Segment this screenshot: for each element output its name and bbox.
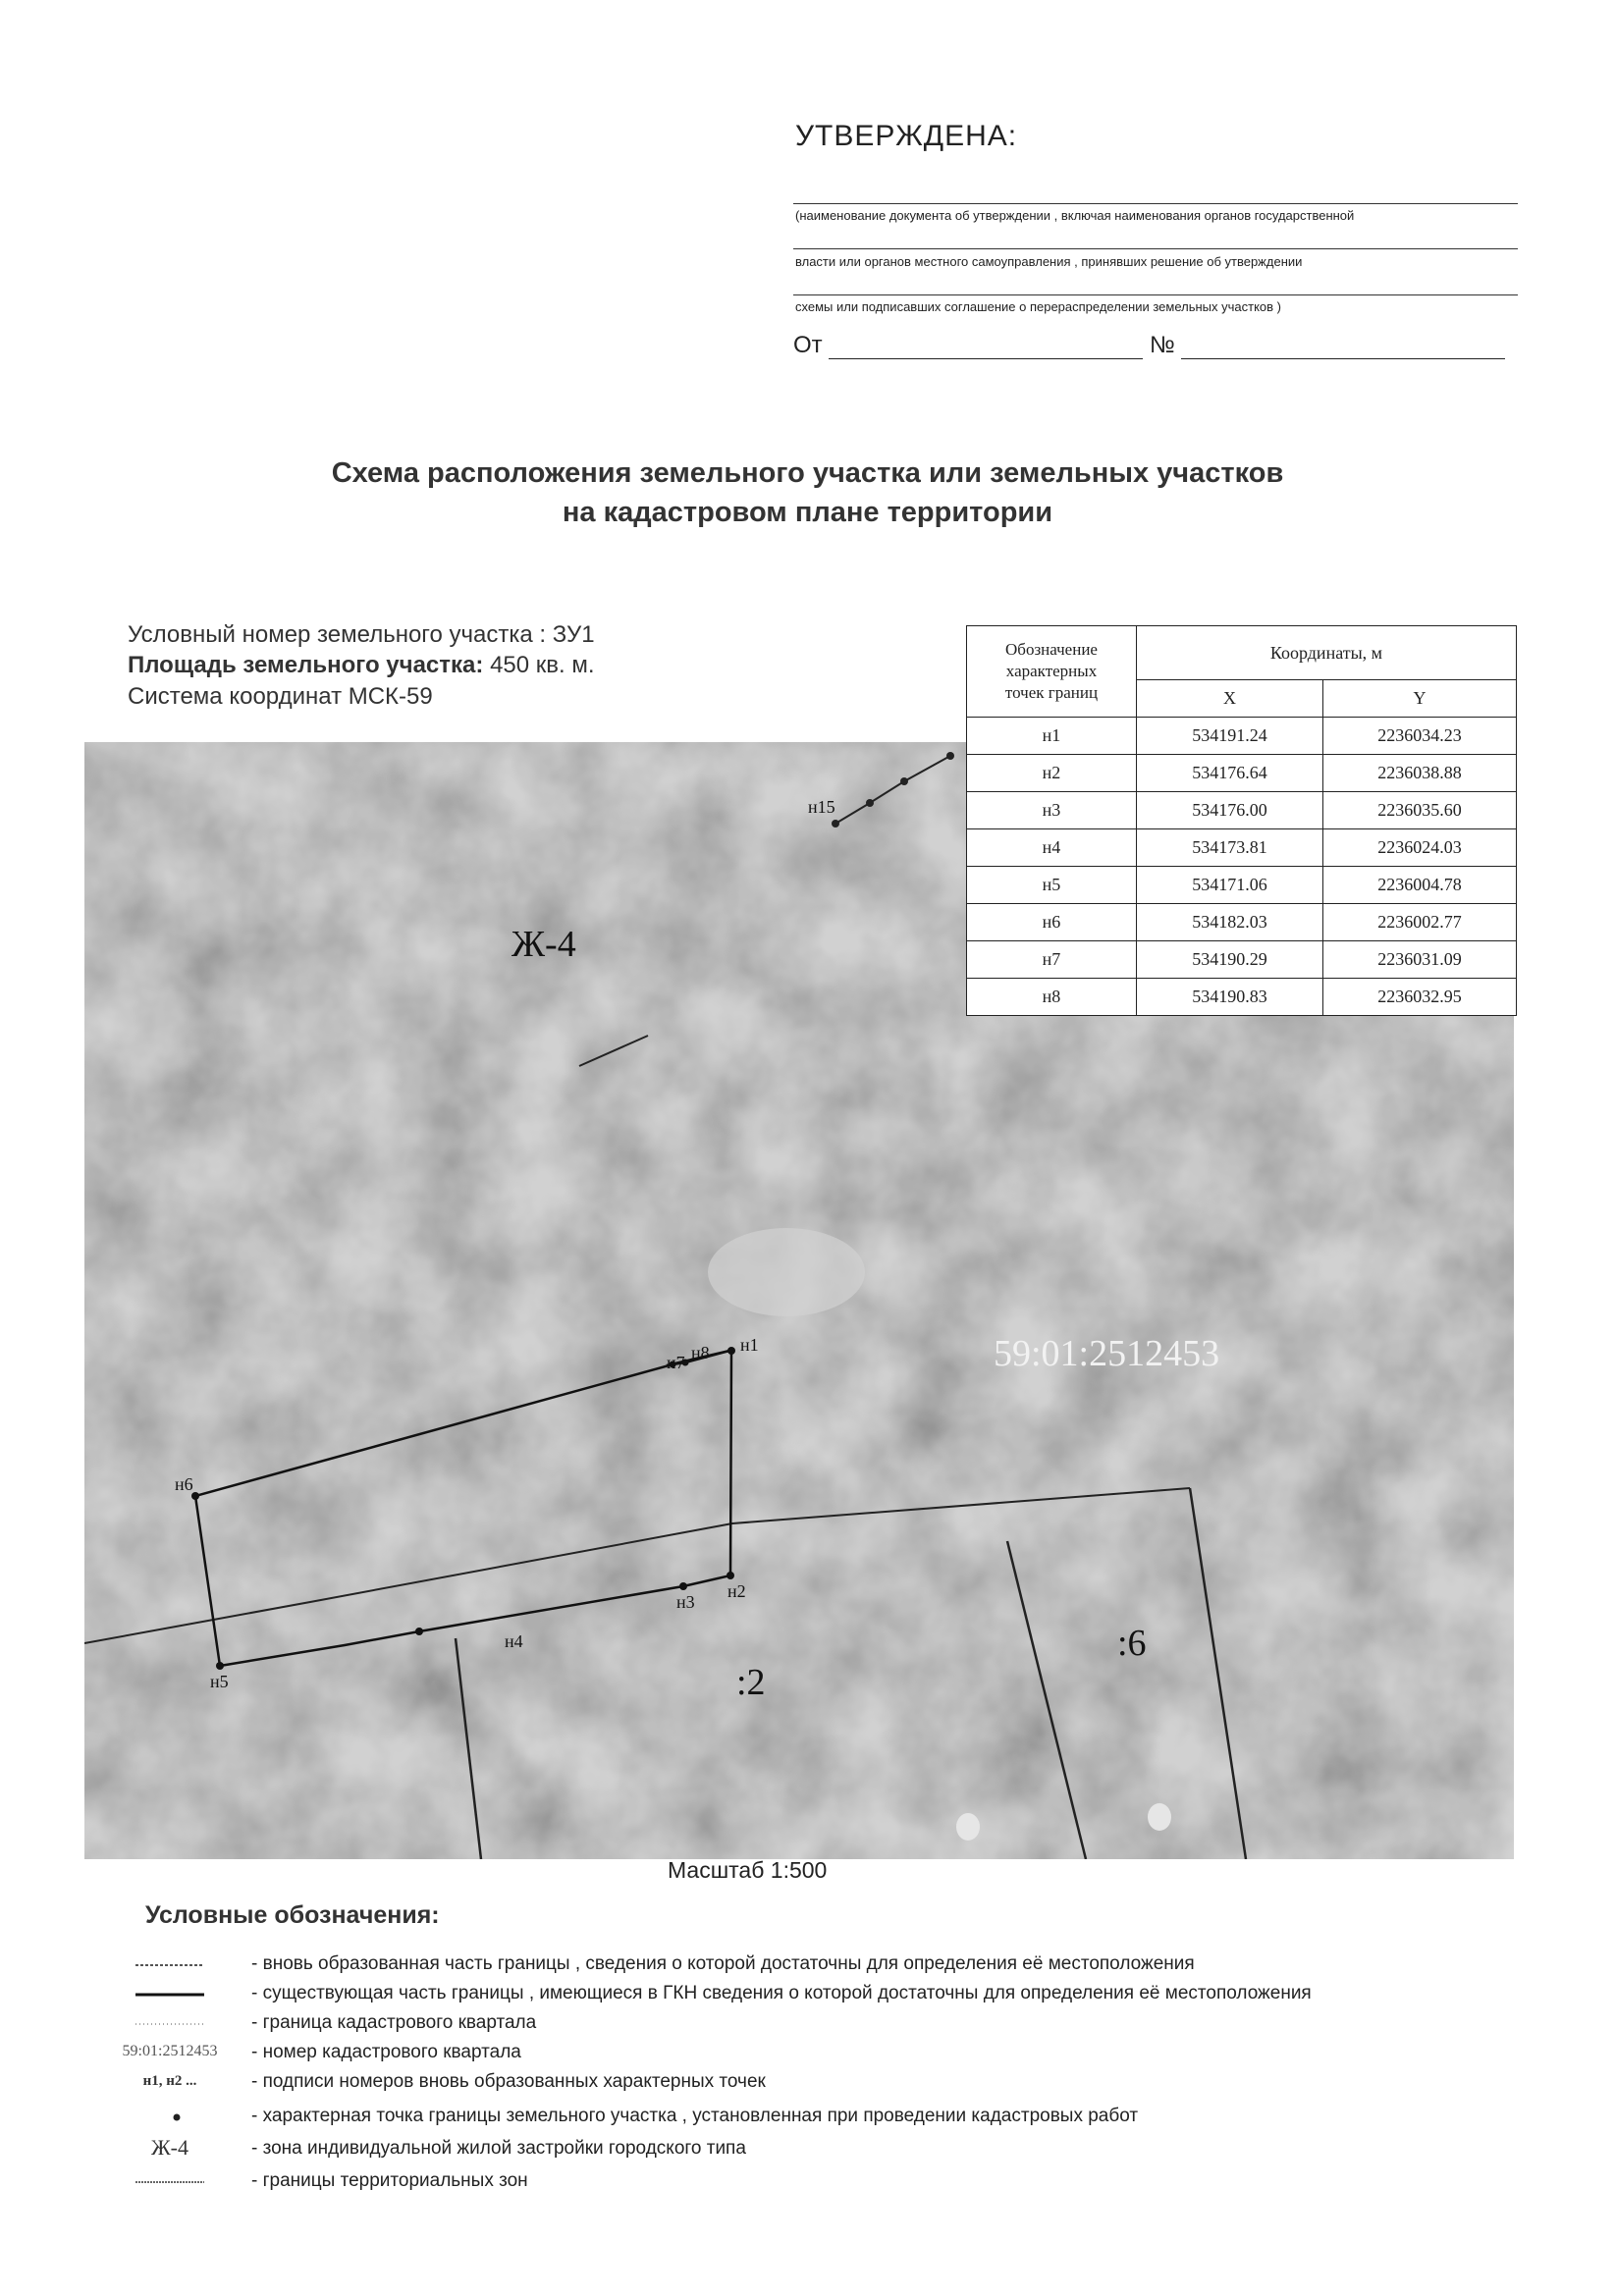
table-row: [967, 829, 1517, 867]
point-cell: н3: [967, 792, 1137, 829]
legend-text: - зона индивидуальной жилой застройки городского типа: [251, 2138, 746, 2159]
quarter-number-symbol: 59:01:2512453: [122, 2043, 218, 2059]
parcel-area-label: Площадь земельного участка:: [128, 652, 484, 678]
table-row: [967, 718, 1517, 755]
legend-item: [116, 2039, 1490, 2068]
approval-note-line-2: власти или органов местного самоуправления , принявших решение об утверждении: [795, 254, 1303, 269]
point-label-n7: н7: [667, 1353, 685, 1372]
x-cell: 534182.03: [1137, 904, 1323, 941]
legend-text: - вновь образованная часть границы , сведения о которой достаточны для определения её местоположения: [251, 1953, 1195, 1974]
point-cell: н8: [967, 979, 1137, 1016]
solid-line-icon: [116, 1980, 224, 2009]
approval-note-line-1: (наименование документа об утверждении , включая наименования органов государственной: [795, 208, 1355, 223]
y-cell: 2236004.78: [1323, 867, 1517, 904]
legend-item: [116, 1950, 1490, 1980]
neighbor-parcel-6-label: :6: [1117, 1623, 1147, 1664]
approval-underline: [793, 203, 1518, 204]
title-line-2: на кадастровом плане территории: [562, 497, 1053, 528]
x-cell: 534190.29: [1137, 941, 1323, 979]
boundary-point-n1: [727, 1347, 735, 1355]
header-point-designation: Обозначение характерных точек границ: [967, 626, 1137, 718]
legend-text: - существующая часть границы , имеющиеся в ГКН сведения о которой достаточны для определения её местоположения: [251, 1983, 1312, 2003]
parcel-area-row: [128, 652, 595, 679]
point-label-n4: н4: [505, 1631, 523, 1651]
y-cell: 2236034.23: [1323, 718, 1517, 755]
legend-item: [116, 2135, 1490, 2164]
date-blank[interactable]: [829, 333, 1143, 359]
table-row: [967, 904, 1517, 941]
point-label-n5: н5: [210, 1672, 229, 1691]
boundary-point: [866, 799, 874, 807]
table-row: [967, 755, 1517, 792]
light-spot: [1148, 1803, 1171, 1831]
header-coordinates: Координаты, м: [1137, 626, 1517, 680]
boundary-point-n15: [832, 820, 839, 828]
legend-title: Условные обозначения:: [145, 1901, 440, 1929]
point-cell: н1: [967, 718, 1137, 755]
document-title: [0, 454, 1615, 532]
point-cell: н6: [967, 904, 1137, 941]
title-line-1: Схема расположения земельного участка или земельных участков: [331, 457, 1284, 489]
legend-text: - границы территориальных зон: [251, 2170, 528, 2191]
table-row: [967, 792, 1517, 829]
x-cell: 534191.24: [1137, 718, 1323, 755]
zone-code-symbol: Ж-4: [150, 2135, 189, 2160]
point-dot-icon: [116, 2103, 224, 2132]
zone-label: Ж-4: [511, 924, 576, 965]
coordinate-system: Система координат МСК-59: [128, 683, 433, 710]
parcel-number-row: [128, 621, 595, 649]
x-cell: 534173.81: [1137, 829, 1323, 867]
number-label: №: [1150, 332, 1175, 358]
point-label-n3: н3: [676, 1592, 695, 1612]
header-x: X: [1137, 680, 1323, 718]
y-cell: 2236031.09: [1323, 941, 1517, 979]
coordinates-table: [966, 625, 1517, 1016]
y-cell: 2236002.77: [1323, 904, 1517, 941]
approval-underline: [793, 248, 1518, 249]
parcel-number-label: Условный номер земельного участка :: [128, 621, 547, 648]
point-cell: н7: [967, 941, 1137, 979]
from-label: От: [793, 332, 823, 358]
x-cell: 534171.06: [1137, 867, 1323, 904]
legend-text: - подписи номеров вновь образованных характерных точек: [251, 2071, 766, 2092]
approval-underline: [793, 294, 1518, 295]
x-cell: 534190.83: [1137, 979, 1323, 1016]
boundary-point-n3: [679, 1582, 687, 1590]
point-label-n2: н2: [727, 1581, 746, 1601]
approval-date-number-row: [793, 332, 1505, 359]
boundary-point-n5: [216, 1662, 224, 1670]
legend-item: [116, 2009, 1490, 2039]
approval-note-line-3: схемы или подписавших соглашение о перераспределении земельных участков ): [795, 299, 1281, 314]
boundary-point: [946, 752, 954, 760]
x-cell: 534176.00: [1137, 792, 1323, 829]
dashed-line-icon: [116, 1950, 224, 1980]
point-cell: н4: [967, 829, 1137, 867]
boundary-point: [900, 777, 908, 785]
point-label-n6: н6: [175, 1474, 193, 1494]
point-cell: н5: [967, 867, 1137, 904]
point-labels-symbol: н1, н2 ...: [142, 2073, 197, 2089]
quarter-number-label: 59:01:2512453: [994, 1333, 1220, 1374]
number-blank[interactable]: [1181, 333, 1505, 359]
legend-text: - номер кадастрового квартала: [251, 2042, 521, 2062]
light-spot: [956, 1813, 980, 1841]
legend-item: [116, 2068, 1490, 2098]
parcel-area-value: 450 кв. м.: [490, 652, 595, 678]
table-row: [967, 979, 1517, 1016]
header-y: Y: [1323, 680, 1517, 718]
table-row: [967, 941, 1517, 979]
legend-text: - граница кадастрового квартала: [251, 2012, 537, 2033]
y-cell: 2236038.88: [1323, 755, 1517, 792]
boundary-point-n4: [415, 1628, 423, 1635]
point-label-n8: н8: [691, 1343, 710, 1362]
legend-item: [116, 2167, 1490, 2197]
y-cell: 2236032.95: [1323, 979, 1517, 1016]
approval-heading: УТВЕРЖДЕНА:: [795, 120, 1018, 152]
point-label-n1: н1: [740, 1335, 759, 1355]
x-cell: 534176.64: [1137, 755, 1323, 792]
y-cell: 2236024.03: [1323, 829, 1517, 867]
zone-border-line-icon: [116, 2167, 224, 2197]
legend-item: [116, 1980, 1490, 2009]
dotted-line-icon: [116, 2009, 224, 2039]
parcel-number-value: ЗУ1: [552, 621, 595, 648]
point-cell: н2: [967, 755, 1137, 792]
legend-item: [116, 2103, 1490, 2132]
building-spot: [708, 1228, 865, 1316]
table-row: [967, 867, 1517, 904]
boundary-point-n2: [727, 1572, 734, 1579]
y-cell: 2236035.60: [1323, 792, 1517, 829]
point-label-n15: н15: [808, 797, 835, 817]
legend-text: - характерная точка границы земельного участка , установленная при проведении кадастровых работ: [251, 2106, 1139, 2126]
neighbor-parcel-2-label: :2: [736, 1662, 766, 1703]
map-scale: Масштаб 1:500: [668, 1857, 828, 1883]
